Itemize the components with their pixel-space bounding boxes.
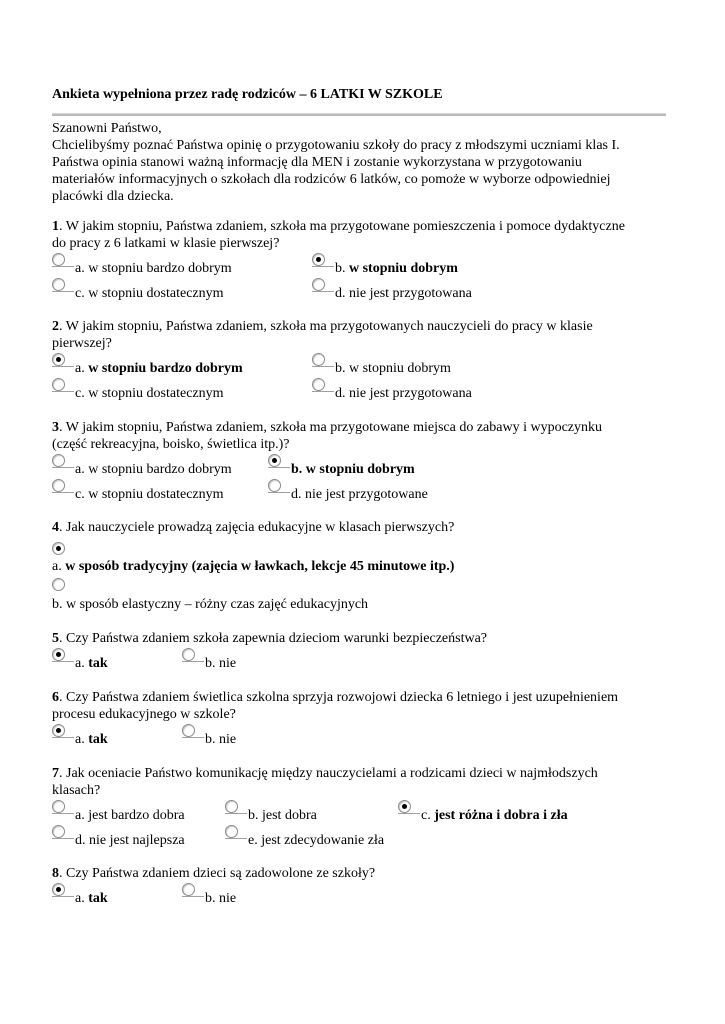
question-text: procesu edukacyjnego w szkole? [52,707,236,722]
question-text: . W jakim stopniu, Państwa zdaniem, szkoła ma przygotowane miejsca do zabawy i wypoczynku [59,420,603,435]
option-prefix: b. [291,462,303,477]
option-prefix: a. [75,656,85,671]
option-label: nie jest przygotowana [349,286,472,301]
greeting: Szanowni Państwo, [52,121,162,136]
radio-button[interactable] [312,278,325,291]
radio-button-checked[interactable] [268,454,281,467]
option-prefix: b. [335,361,346,376]
question-7 [52,765,666,849]
option-label: w stopniu bardzo dobrym [88,361,243,376]
option-label: nie [219,891,237,906]
option-prefix: b. [205,891,216,906]
question-text: . Czy Państwa zdaniem szkoła zapewnia dzieciom warunki bezpieczeństwa? [59,631,487,646]
radio-button[interactable] [312,378,325,391]
option-prefix: b. [335,261,346,276]
question-8 [52,865,666,907]
option-label: nie jest najlepsza [89,833,185,848]
option-prefix: d. [75,833,86,848]
option-label: nie jest przygotowane [305,487,428,502]
question-number: 4 [52,520,59,535]
option-prefix: a. [75,891,85,906]
question-number: 5 [52,631,59,646]
option-prefix: c. [75,286,85,301]
title-divider [52,113,666,116]
option-label: tak [88,656,108,671]
option-label: w stopniu dobrym [349,261,458,276]
option-prefix: d. [291,487,302,502]
option-label: jest dobra [262,808,317,823]
question-2 [52,318,666,402]
radio-button-checked[interactable] [52,724,65,737]
option-label: tak [88,732,108,747]
question-number: 8 [52,866,59,881]
intro-line: Państwa opinia stanowi ważną informację dla MEN i zostanie wykorzystana w przygotowaniu [52,155,582,170]
option-prefix: c. [75,487,85,502]
option-label: nie [219,656,237,671]
question-5 [52,630,666,672]
document-page [52,86,666,205]
option-prefix: d. [335,386,346,401]
option-4a[interactable] [52,536,666,576]
radio-button[interactable] [52,454,65,467]
radio-button-checked[interactable] [312,253,325,266]
question-number: 6 [52,690,59,705]
question-text: . W jakim stopniu, Państwa zdaniem, szkoła ma przygotowane pomieszczenia i pomoce dydaktyczne [59,219,625,234]
question-text: . Jak nauczyciele prowadzą zajęcia edukacyjne w klasach pierwszych? [59,520,455,535]
option-label: jest bardzo dobra [88,808,185,823]
option-label: w stopniu dobrym [349,361,451,376]
option-label: w stopniu dostatecznym [88,386,224,401]
option-label: w stopniu dostatecznym [88,286,224,301]
question-4 [52,519,666,616]
option-label: jest zdecydowanie zła [261,833,385,848]
option-prefix: a. [52,559,62,574]
question-text: . Czy Państwa zdaniem dzieci są zadowolone ze szkoły? [59,866,376,881]
radio-button[interactable] [52,825,65,838]
question-1 [52,218,666,302]
question-text: . W jakim stopniu, Państwa zdaniem, szkoła ma przygotowanych nauczycieli do pracy w klasie [59,319,593,334]
radio-button-checked[interactable] [52,542,65,555]
intro-line: materiałów informacyjnych o szkołach dla rodziców 6 latków, co pomoże w wyborze odpowiedniej [52,172,611,187]
question-3 [52,419,666,503]
radio-button-checked[interactable] [52,353,65,366]
option-prefix: b. [52,597,63,612]
radio-button[interactable] [52,479,65,492]
intro-line: Chcielibyśmy poznać Państwa opinię o przygotowaniu szkoły do pracy z młodszymi uczniami klas I. [52,138,620,153]
radio-button[interactable] [52,378,65,391]
option-prefix: d. [335,286,346,301]
radio-button[interactable] [52,278,65,291]
option-label: w sposób tradycyjny (zajęcia w ławkach, lekcje 45 minutowe itp.) [65,559,455,574]
intro-line: placówki dla dziecka. [52,189,174,204]
option-label: jest różna i dobra i zła [434,808,568,823]
radio-button-checked[interactable] [398,800,411,813]
option-label: w stopniu dobrym [305,462,415,477]
option-prefix: b. [205,732,216,747]
radio-button[interactable] [52,800,65,813]
radio-button[interactable] [182,724,195,737]
option-label: w stopniu bardzo dobrym [88,462,232,477]
option-prefix: a. [75,261,85,276]
radio-button-checked[interactable] [52,883,65,896]
question-text: do pracy z 6 latkami w klasie pierwszej? [52,236,280,251]
radio-button[interactable] [52,253,65,266]
option-label: w stopniu bardzo dobrym [88,261,232,276]
option-prefix: e. [248,833,258,848]
radio-button[interactable] [52,578,65,591]
question-number: 1 [52,219,59,234]
option-4b[interactable] [52,576,666,616]
question-text: . Jak oceniacie Państwo komunikację między nauczycielami a rodzicami dzieci w najmłodszych [59,766,598,781]
question-number: 2 [52,319,59,334]
option-prefix: c. [75,386,85,401]
option-prefix: b. [205,656,216,671]
question-text: . Czy Państwa zdaniem świetlica szkolna sprzyja rozwojowi dziecka 6 letniego i jest uzupełnieniem [59,690,619,705]
radio-button[interactable] [182,648,195,661]
intro-paragraph [52,120,666,205]
radio-button-checked[interactable] [52,648,65,661]
radio-button[interactable] [225,825,238,838]
question-text: klasach? [52,783,101,798]
option-label: nie jest przygotowana [349,386,472,401]
option-label: nie [219,732,237,747]
radio-button[interactable] [225,800,238,813]
question-text: (część rekreacyjna, boisko, świetlica itp.)? [52,437,290,452]
radio-button[interactable] [268,479,281,492]
question-6 [52,689,666,748]
radio-button[interactable] [312,353,325,366]
option-prefix: a. [75,361,85,376]
question-number: 7 [52,766,59,781]
option-prefix: b. [248,808,259,823]
question-number: 3 [52,420,59,435]
option-label: w sposób elastyczny – różny czas zajęć edukacyjnych [66,597,369,612]
option-prefix: a. [75,462,85,477]
document-title: Ankieta wypełniona przez radę rodziców – 6 LATKI W SZKOLE [52,87,443,102]
option-prefix: a. [75,808,85,823]
option-prefix: c. [421,808,431,823]
option-prefix: a. [75,732,85,747]
option-label: tak [88,891,108,906]
question-text: pierwszej? [52,336,112,351]
radio-button[interactable] [182,883,195,896]
option-label: w stopniu dostatecznym [88,487,224,502]
